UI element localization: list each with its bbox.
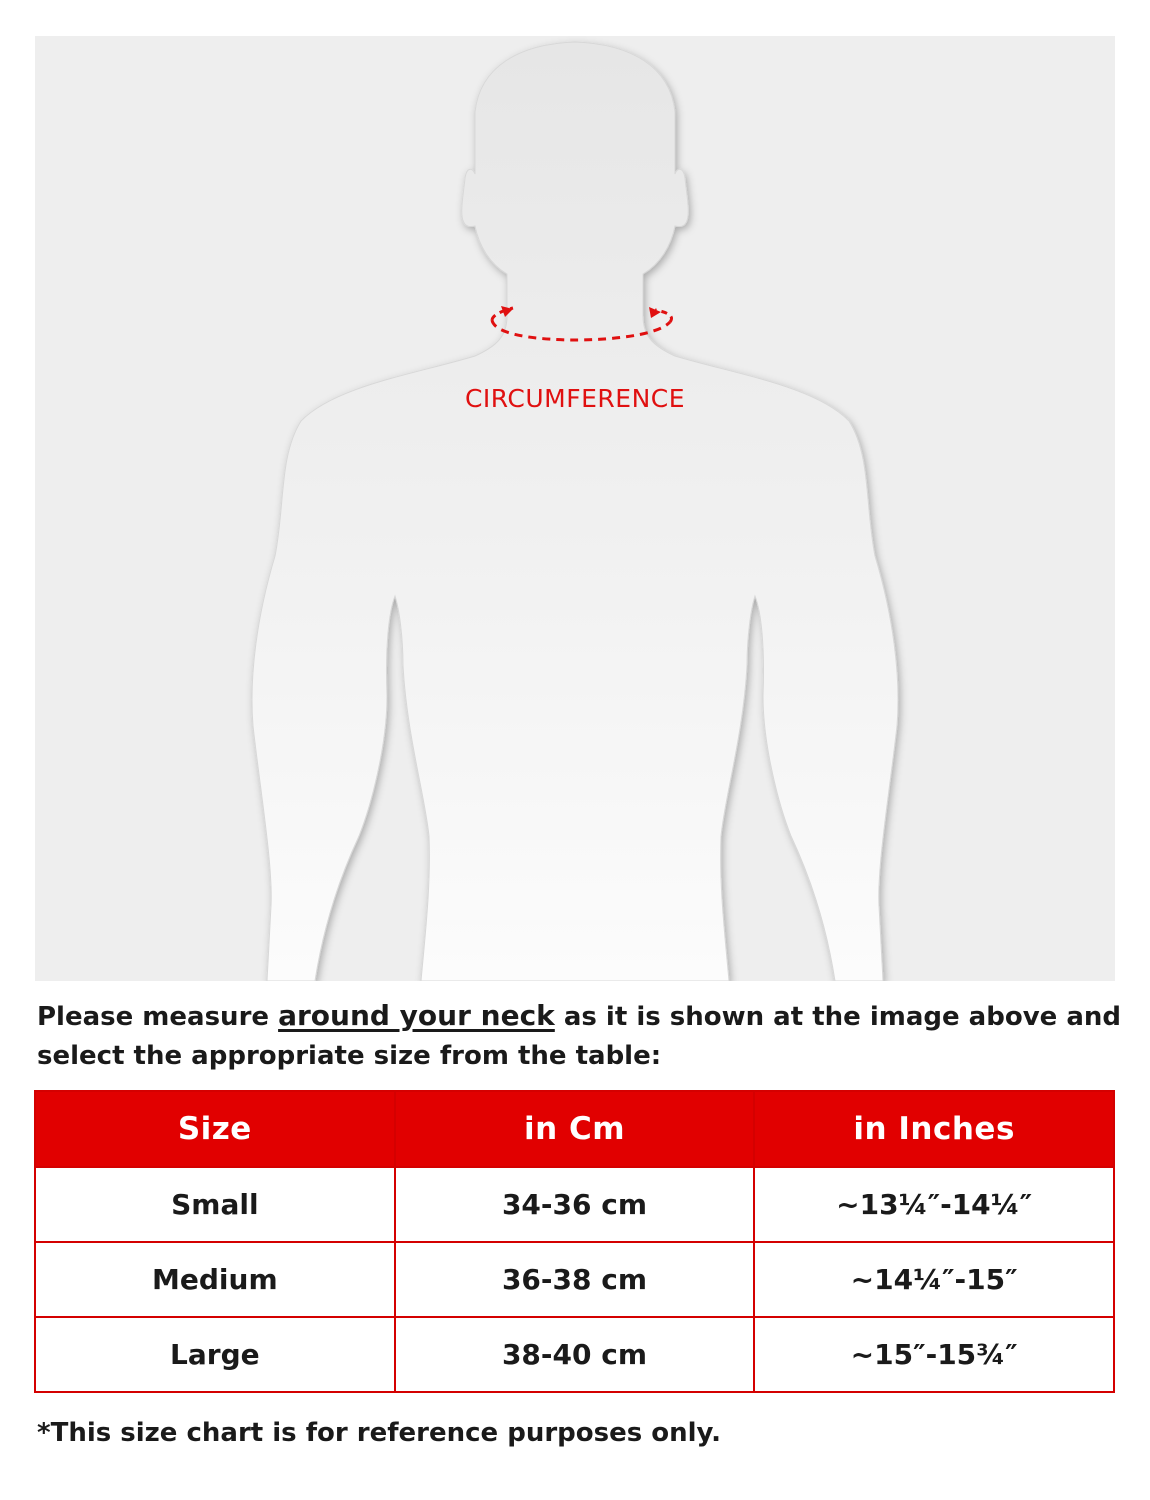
body-illustration	[35, 36, 1115, 981]
inches-cell: ~13¼″-14¼″	[754, 1167, 1114, 1242]
size-cell: Medium	[35, 1242, 395, 1317]
instructions-rest: as it is shown at the image above and select the appropriate size from the table:	[37, 1002, 1121, 1071]
size-cell: Large	[35, 1317, 395, 1392]
cm-cell: 36-38 cm	[395, 1242, 755, 1317]
instructions-emphasis: around your neck	[278, 999, 555, 1032]
table-row	[35, 1242, 1114, 1317]
torso-silhouette	[35, 36, 1115, 981]
person-silhouette	[252, 42, 898, 981]
table-header-row	[35, 1091, 1114, 1167]
cm-cell: 34-36 cm	[395, 1167, 755, 1242]
size-chart-table	[34, 1090, 1115, 1393]
header-cm: in Cm	[395, 1091, 755, 1167]
header-inches: in Inches	[754, 1091, 1114, 1167]
inches-cell: ~15″-15¾″	[754, 1317, 1114, 1392]
table-row	[35, 1167, 1114, 1242]
inches-cell: ~14¼″-15″	[754, 1242, 1114, 1317]
measuring-instructions	[37, 996, 1127, 1076]
disclaimer-note: *This size chart is for reference purposes only.	[37, 1418, 721, 1448]
measure-arrow-right-icon	[649, 307, 661, 318]
cm-cell: 38-40 cm	[395, 1317, 755, 1392]
size-cell: Small	[35, 1167, 395, 1242]
table-row	[35, 1317, 1114, 1392]
instructions-intro: Please measure	[37, 1002, 279, 1032]
circumference-label: CIRCUMFERENCE	[464, 384, 686, 413]
header-size: Size	[35, 1091, 395, 1167]
